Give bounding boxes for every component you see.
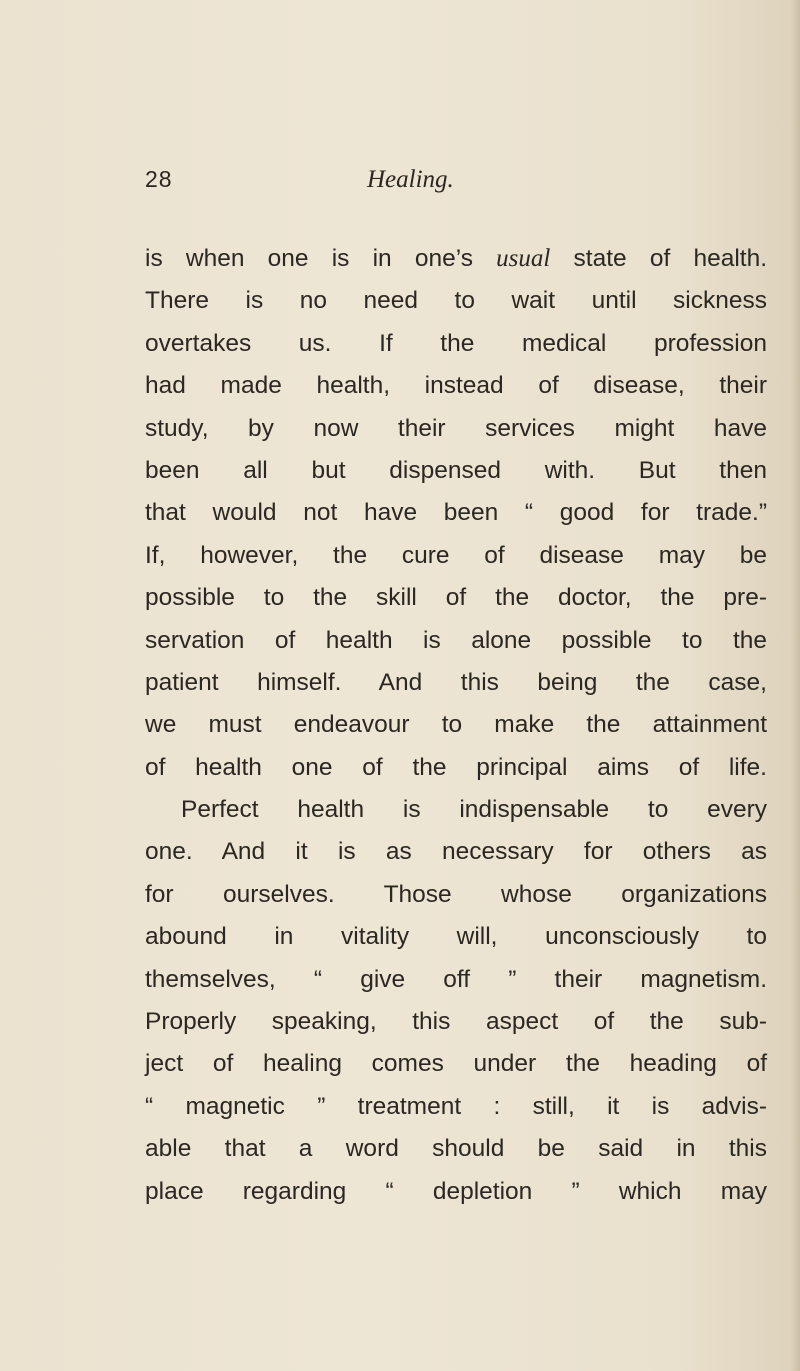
text-line: If, however, the cure of disease may be bbox=[145, 541, 767, 569]
paragraph-start-line: Perfect health is indispensable to every bbox=[181, 796, 767, 824]
text-line: we must endeavour to make the attainment bbox=[145, 711, 767, 739]
body-text bbox=[145, 238, 767, 1213]
text-line: ject of healing comes under the heading of bbox=[145, 1050, 767, 1078]
text-segment: state of health. bbox=[550, 245, 768, 272]
text-line: one. And it is as necessary for others as bbox=[145, 838, 767, 866]
text-line: had made health, instead of disease, their bbox=[145, 372, 767, 400]
page-edge-shadow bbox=[790, 0, 800, 1371]
text-line: There is no need to wait until sickness bbox=[145, 287, 767, 315]
page-number: 28 bbox=[145, 166, 173, 192]
text-line: themselves, “ give off ” their magnetism. bbox=[145, 965, 767, 993]
text-line: able that a word should be said in this bbox=[145, 1135, 767, 1163]
text-line: abound in vitality will, unconsciously to bbox=[145, 923, 767, 951]
text-line: “ magnetic ” treatment : still, it is advis- bbox=[145, 1092, 767, 1120]
text-line: place regarding “ depletion ” which may bbox=[145, 1177, 767, 1205]
text-segment: is when one is in one’s bbox=[145, 245, 497, 272]
text-line: Properly speaking, this aspect of the sub- bbox=[145, 1008, 767, 1036]
text-line: overtakes us. If the medical profession bbox=[145, 329, 767, 357]
text-line: for ourselves. Those whose organizations bbox=[145, 880, 767, 908]
italic-word: usual bbox=[496, 245, 551, 272]
running-title: Healing. bbox=[367, 166, 454, 193]
running-head bbox=[145, 166, 565, 202]
text-line: of health one of the principal aims of life. bbox=[145, 753, 767, 781]
text-line: servation of health is alone possible to the bbox=[145, 626, 767, 654]
text-line: study, by now their services might have bbox=[145, 414, 767, 442]
text-line: that would not have been “ good for trade.” bbox=[145, 499, 767, 527]
text-line: patient himself. And this being the case, bbox=[145, 668, 767, 696]
text-line bbox=[145, 238, 767, 280]
text-line: possible to the skill of the doctor, the pre- bbox=[145, 584, 767, 612]
text-line: been all but dispensed with. But then bbox=[145, 456, 767, 484]
